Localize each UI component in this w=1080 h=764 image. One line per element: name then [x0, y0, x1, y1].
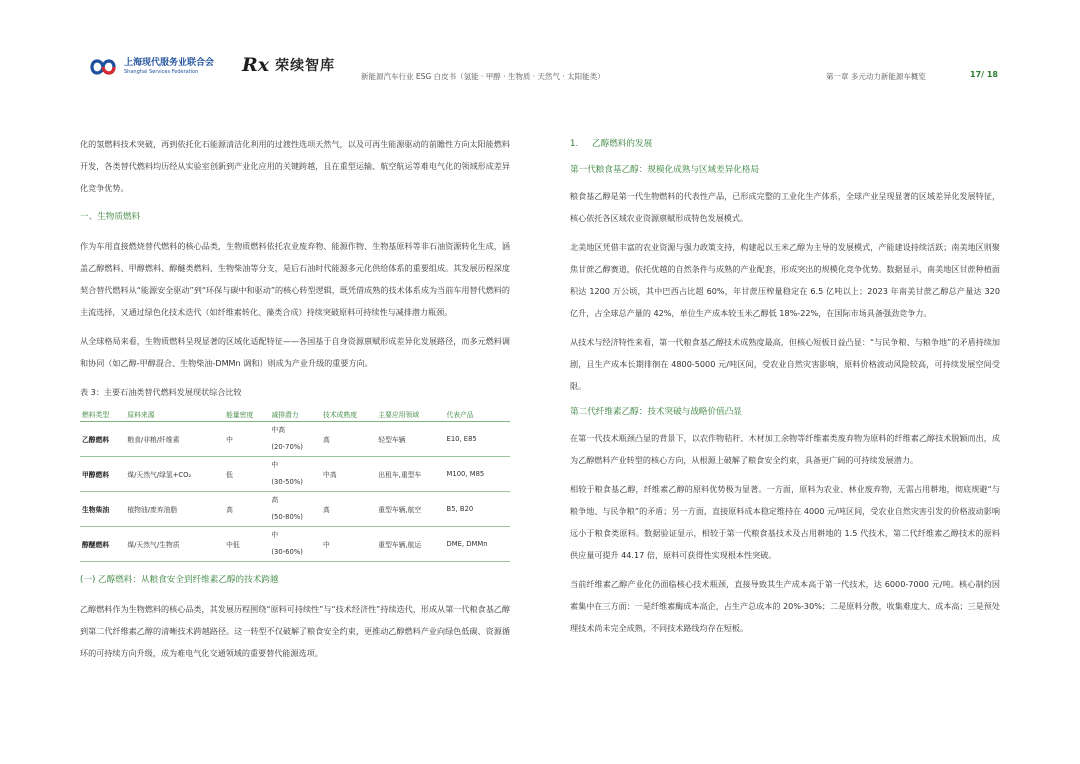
potential-cell: [269, 492, 321, 527]
source-cell: 煤/天然气/生物质: [125, 527, 224, 562]
fuel-type-cell: 醇醚燃料: [80, 527, 125, 562]
column-header: 减排潜力: [269, 407, 321, 422]
product-cell: M100, M85: [445, 457, 510, 492]
potential-cell: [269, 457, 321, 492]
federation-name-en: Shanghai Services Federation: [124, 69, 199, 75]
application-cell: 重型车辆,航空: [376, 492, 444, 527]
document-title: 新能源汽车行业 ESG 白皮书（氢能 · 甲醇 · 生物质 · 天然气 · 太阳能类）: [361, 72, 605, 81]
maturity-cell: 中: [321, 527, 376, 562]
potential-range: (20-70%): [271, 443, 303, 451]
paragraph: 从技术与经济特性来看，第一代粮食基乙醇技术成熟度最高，但核心短板日益凸显：“与民争粮、与粮争地”的矛盾持续加剧，且生产成本长期徘徊在 4800-5000 元/吨区间，受农业自然灾害影响，原料价格波动风险较高，可持续发展空间受限。: [570, 337, 1000, 391]
potential-level: 中: [271, 531, 279, 539]
density-cell: 低: [224, 457, 269, 492]
federation-logo-mark-icon: [88, 55, 118, 79]
application-cell: 出租车,重型车: [376, 457, 444, 492]
fuel-type-cell: 甲醇燃料: [80, 457, 125, 492]
density-cell: 高: [224, 492, 269, 527]
table-row: [80, 422, 510, 457]
product-cell: DME, DMMn: [445, 527, 510, 562]
subsection-heading: 第二代纤维素乙醇：技术突破与战略价值凸显: [570, 407, 742, 417]
maturity-cell: 高: [321, 492, 376, 527]
table-row: [80, 492, 510, 527]
column-header: 主要应用领域: [376, 407, 444, 422]
potential-cell: [269, 527, 321, 562]
potential-cell: [269, 422, 321, 457]
fuel-comparison-table: [80, 407, 510, 562]
potential-level: 中高: [271, 426, 285, 434]
section-number: 1.: [570, 139, 579, 149]
brand-mark: Rx: [242, 54, 270, 76]
source-cell: 植物油/废弃油脂: [125, 492, 224, 527]
column-header: 能量密度: [224, 407, 269, 422]
federation-logo: [88, 55, 214, 79]
brand-logo: [242, 54, 335, 76]
page-number: 17/ 18: [970, 70, 998, 79]
application-cell: 轻型车辆: [376, 422, 444, 457]
column-header: 技术成熟度: [321, 407, 376, 422]
potential-range: (50-80%): [271, 513, 303, 521]
section-heading: [570, 133, 1000, 155]
table-header-row: [80, 407, 510, 422]
potential-range: (30-60%): [271, 548, 303, 556]
paragraph: 作为车用直接燃烧替代燃料的核心品类，生物质燃料依托农业废弃物、能源作物、生物基原料等非石油资源转化生成，涵盖乙醇燃料、甲醇燃料、醇醚类燃料、生物柴油等分支，是后石油时代能源多元化供给体系的重要组成。其发展历程深度契合替代燃料从“能源安全驱动”到“环保与碳中和驱动”的核心转型逻辑，既凭借成熟的技术体系成为当前车用替代燃料的主流选择，又通过绿色化技术迭代（如纤维素转化、藻类合成）持续突破原料可持续性与减排潜力瓶颈。: [80, 241, 510, 317]
section-title: 乙醇燃料的发展: [592, 139, 653, 149]
potential-level: 高: [271, 496, 279, 504]
intro-paragraph: 化的氢燃料技术突破，再到依托化石能源清洁化利用的过渡性选项天然气，以及可再生能源驱动的前瞻性方向太阳能燃料开发，各类替代燃料均历经从实验室创新到产业化应用的关键跨越，且在重型运输、航空航运等难电气化的领域形成差异化竞争优势。: [80, 139, 510, 193]
chapter-title: 第一章 多元动力新能源车概览: [826, 72, 926, 81]
federation-name-cn: 上海现代服务业联合会: [124, 58, 215, 68]
paragraph: 北美地区凭借丰富的农业资源与强力政策支持，构建起以玉米乙醇为主导的发展模式，产能建设持续活跃；南美地区则聚焦甘蔗乙醇赛道，依托优越的自然条件与成熟的产业配套，形成突出的规模化竞争优势。数据显示，南美地区甘蔗种植面积达 1200 万公顷，其中巴西占比超 60%，年甘蔗压榨量稳定在 6.5 亿吨以上；2023 年南美甘蔗乙醇总产量达 320 亿升，占全球总产量的 42%，单位生产成本较玉米乙醇低 18%-22%，在国际市场具备强劲竞争力。: [570, 242, 1000, 318]
fuel-type-cell: 生物柴油: [80, 492, 125, 527]
potential-range: (30-50%): [271, 478, 303, 486]
source-cell: 煤/天然气/绿氢+CO₂: [125, 457, 224, 492]
paragraph: 从全球格局来看，生物质燃料呈现显著的区域化适配特征——各国基于自身资源禀赋形成差异化发展路径，而多元燃料调和协同（如乙醇-甲醇混合、生物柴油-DMMn 调和）则成为产业升级的重要方向。: [80, 336, 510, 368]
paragraph: 当前纤维素乙醇产业化仍面临核心技术瓶颈，直接导致其生产成本高于第一代技术，达 6000-7000 元/吨。核心制约因素集中在三方面：一是纤维素酶成本高企，占生产总成本的 20%-30%；二是原料分散，收集难度大、成本高；三是预处理技术尚未完全成熟，不同技术路线均存在短板。: [570, 579, 1000, 633]
fuel-type-cell: 乙醇燃料: [80, 422, 125, 457]
product-cell: B5, B20: [445, 492, 510, 527]
paragraph: 乙醇燃料作为生物燃料的核心品类，其发展历程围绕“原料可持续性”与“技术经济性”持续迭代，形成从第一代粮食基乙醇到第二代纤维素乙醇的清晰技术跨越路径。这一转型不仅破解了粮食安全约束，更推动乙醇燃料产业向绿色低碳、资源循环的可持续方向升级，成为难电气化交通领域的重要替代能源选项。: [80, 604, 510, 658]
density-cell: 中低: [224, 527, 269, 562]
column-header: 代表产品: [445, 407, 510, 422]
table-row: [80, 457, 510, 492]
table-row: [80, 527, 510, 562]
column-header: 燃料类型: [80, 407, 125, 422]
application-cell: 重型车辆,航运: [376, 527, 444, 562]
density-cell: 中: [224, 422, 269, 457]
source-cell: 粮食/非粮/纤维素: [125, 422, 224, 457]
subsection-heading: 第一代粮食基乙醇：规模化成熟与区域差异化格局: [570, 165, 760, 175]
page-header: [0, 0, 1080, 100]
subsection-heading: (一) 乙醇燃料：从粮食安全到纤维素乙醇的技术跨越: [80, 575, 279, 585]
left-column: [80, 133, 510, 664]
table-caption: 表 3：主要石油类替代燃料发展现状综合比较: [80, 387, 242, 397]
brand-name: 荣续智库: [275, 58, 336, 74]
right-column: [570, 133, 1000, 639]
potential-level: 中: [271, 461, 279, 469]
paragraph: 相较于粮食基乙醇，纤维素乙醇的原料优势极为显著。一方面，原料为农业、林业废弃物，无需占用耕地，彻底规避“与粮争地、与民争粮”的矛盾；另一方面，直接原料成本稳定维持在 4000 元/吨区间，受农业自然灾害引发的价格波动影响远小于粮食类原料。数据验证显示，相较于第一代粮食基技术及占用耕地的 1.5 代技术，第二代纤维素乙醇技术的原料供应量可提升 44.17 倍，原料可获得性实现根本性突破。: [570, 484, 1000, 560]
paragraph: 在第一代技术瓶颈凸显的背景下，以农作物秸秆、木材加工余物等纤维素类废弃物为原料的纤维素乙醇技术脱颖而出，成为乙醇燃料产业转型的核心方向，从根源上破解了粮食安全约束，具备更广阔的可持续发展潜力。: [570, 433, 1000, 465]
section-heading: 一、生物质燃料: [80, 212, 141, 222]
product-cell: E10, E85: [445, 422, 510, 457]
maturity-cell: 中高: [321, 457, 376, 492]
paragraph: 粮食基乙醇是第一代生物燃料的代表性产品，已形成完整的工业化生产体系，全球产业呈现显著的区域差异化发展特征，核心依托各区域农业资源禀赋形成特色发展模式。: [570, 191, 1000, 223]
column-header: 原料来源: [125, 407, 224, 422]
maturity-cell: 高: [321, 422, 376, 457]
